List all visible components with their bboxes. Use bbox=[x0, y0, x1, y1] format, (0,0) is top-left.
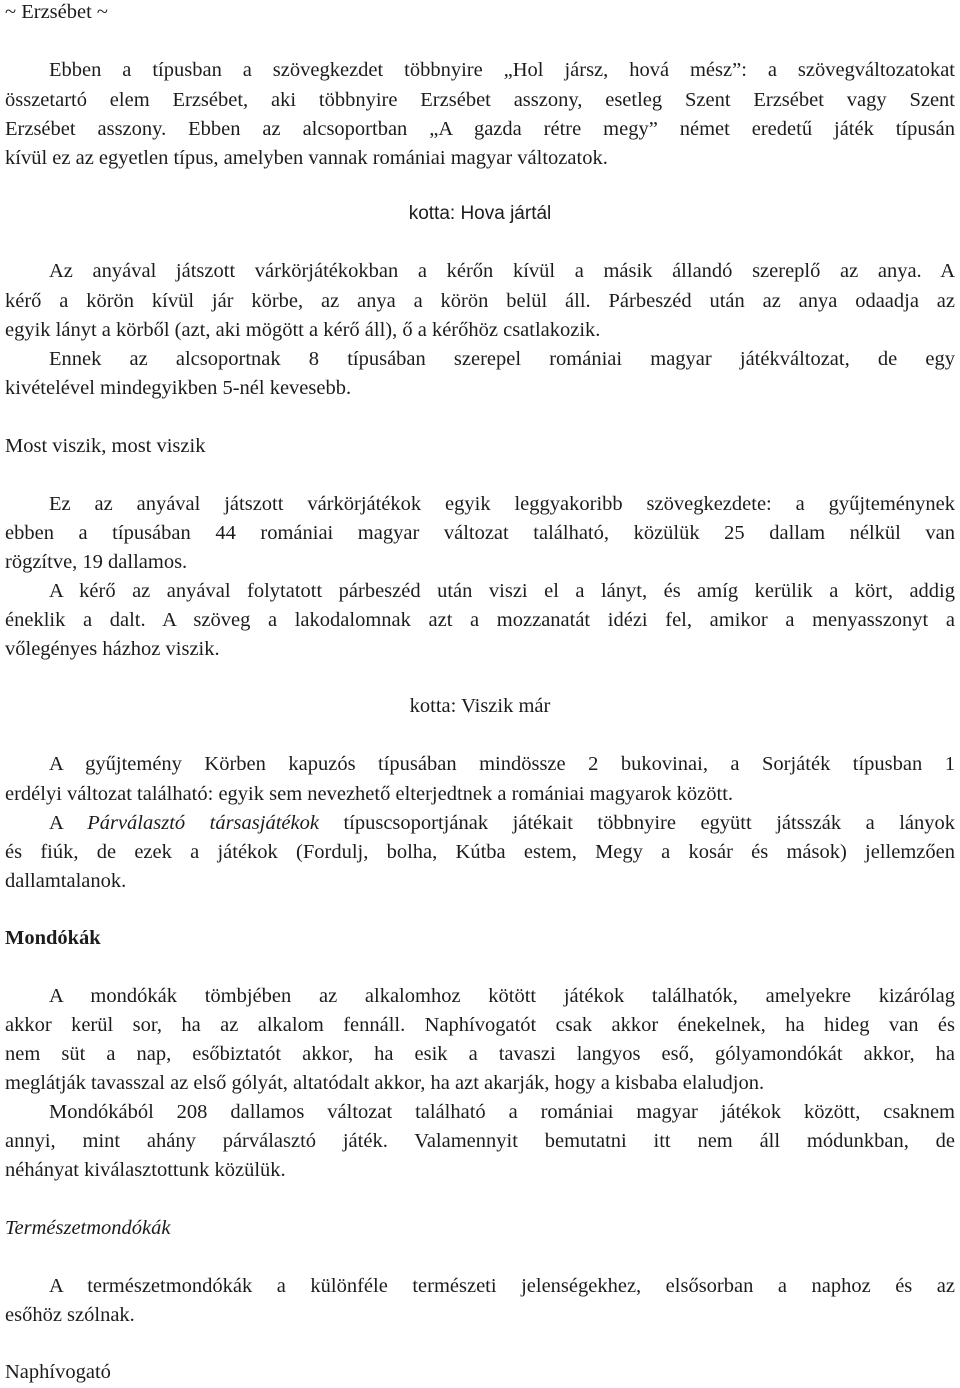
para3-line4: A kérő az anyával folytatott párbeszéd után viszi el a lányt, és amíg kerülik a kört, addig bbox=[49, 580, 955, 602]
heading-termeszetmondokak: Természetmondókák bbox=[5, 1217, 171, 1239]
para3-line5: éneklik a dalt. A szöveg a lakodalomnak azt a mozzanatát idézi fel, amikor a menyasszonyt a bbox=[5, 609, 955, 631]
para5-line2: akkor kerül sor, ha az alkalom fennáll. Naphívogatót csak akkor énekelnek, ha hideg van és bbox=[5, 1014, 955, 1036]
para5-line1: A mondókák tömbjében az alkalomhoz kötött játékok találhatók, amelyekre kizárólag bbox=[49, 985, 955, 1007]
para4-line3-pre: A bbox=[49, 812, 88, 834]
para4-line5: dallamtalanok. bbox=[5, 870, 127, 892]
para5-line6: annyi, mint ahány párválasztó játék. Valamennyit bemutatni itt nem áll módunkban, de bbox=[5, 1130, 955, 1152]
para3-line3: rögzítve, 19 dallamos. bbox=[5, 551, 188, 573]
para6-line1: A természetmondókák a különféle természeti jelenségekhez, elsősorban a naphoz és az bbox=[49, 1275, 955, 1297]
para4-line1: A gyűjtemény Körben kapuzós típusában mindössze 2 bukovinai, a Sorjáték típusban 1 bbox=[49, 753, 955, 775]
para5-line4: meglátják tavasszal az első gólyát, altatódalt akkor, ha azt akarják, hogy a kisbaba elaludjon. bbox=[5, 1072, 765, 1094]
para1-line1: Ebben a típusban a szövegkezdet többnyire „Hol jársz, hová mész”: a szövegváltozatokat bbox=[49, 59, 955, 81]
para4-line3-post: típuscsoportjának játékait többnyire együtt játsszák a lányok bbox=[318, 812, 955, 834]
parvalaszto-term: Párválasztó társasjátékok bbox=[87, 812, 319, 834]
para3-line1: Ez az anyával játszott várkörjátékok egyik leggyakoribb szövegkezdete: a gyűjteménynek bbox=[49, 493, 955, 515]
para5-line3: nem süt a nap, esőbiztatót akkor, ha esik a tavaszi langyos eső, gólyamondókát akkor, ha bbox=[5, 1043, 955, 1065]
heading-mondokak: Mondókák bbox=[5, 927, 101, 949]
para5-line5: Mondókából 208 dallamos változat található a romániai magyar játékok között, csaknem bbox=[49, 1101, 955, 1123]
para1-line3: Erzsébet asszony. Ebben az alcsoportban „A gazda rétre megy” német eredetű játék típusán bbox=[5, 118, 955, 140]
para2-line1: Az anyával játszott várkörjátékokban a kérőn kívül a másik állandó szereplő az anya. A bbox=[49, 260, 955, 282]
kotta-viszik-mar: kotta: Viszik már bbox=[409, 695, 551, 717]
heading-naphivogato: Naphívogató bbox=[5, 1361, 111, 1383]
para4-line4: és fiúk, de ezek a játékok (Fordulj, bolha, Kútba estem, Megy a kosár és mások) jellemzően bbox=[5, 841, 955, 863]
kotta-hova-jartal: kotta: Hova jártál bbox=[408, 203, 552, 224]
para5-line7: néhányat kiválasztottunk közülük. bbox=[5, 1159, 286, 1181]
para3-line2: ebben a típusában 44 romániai magyar változat található, közülük 25 dallam nélkül van bbox=[5, 522, 955, 544]
para2-line2: kérő a körön kívül jár körbe, az anya a körön belül áll. Párbeszéd után az anya odaadja az bbox=[5, 290, 955, 312]
para4-line3 bbox=[49, 811, 955, 835]
para1-line2: összetartó elem Erzsébet, aki többnyire Erzsébet asszony, esetleg Szent Erzsébet vagy Szent bbox=[5, 89, 955, 111]
para4-line2: erdélyi változat található: egyik sem nevezhető elterjedtnek a romániai magyarok között. bbox=[5, 783, 734, 805]
para3-line6: vőlegényes házhoz viszik. bbox=[5, 638, 220, 660]
para2-line5: kivételével mindegyikben 5-nél kevesebb. bbox=[5, 377, 352, 399]
para1-line4: kívül ez az egyetlen típus, amelyben vannak romániai magyar változatok. bbox=[5, 147, 608, 169]
para2-line4: Ennek az alcsoportnak 8 típusában szerepel romániai magyar játékváltozat, de egy bbox=[49, 348, 955, 370]
heading-erzsebet: ~ Erzsébet ~ bbox=[5, 1, 109, 23]
para6-line2: esőhöz szólnak. bbox=[5, 1304, 135, 1326]
heading-most-viszik: Most viszik, most viszik bbox=[5, 435, 206, 457]
para2-line3: egyik lányt a körből (azt, aki mögött a kérő áll), ő a kérőhöz csatlakozik. bbox=[5, 319, 601, 341]
